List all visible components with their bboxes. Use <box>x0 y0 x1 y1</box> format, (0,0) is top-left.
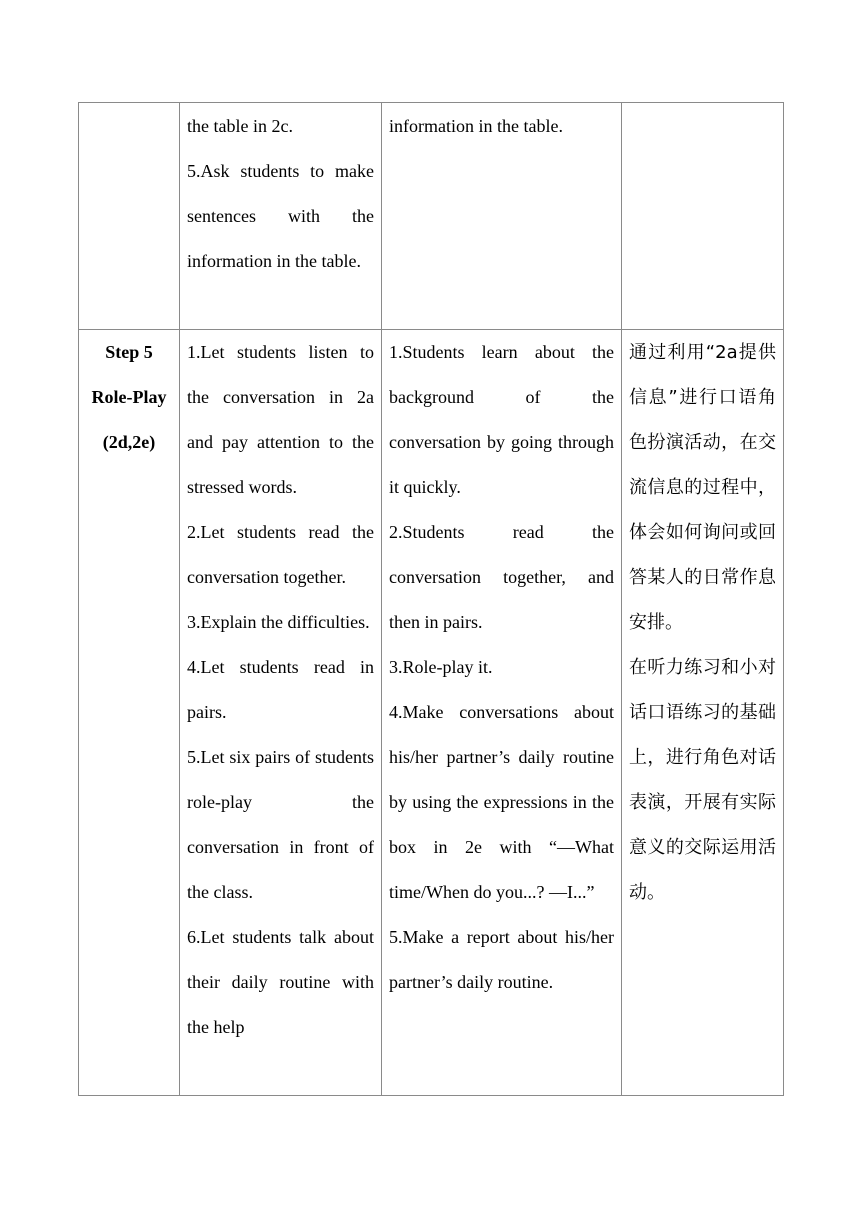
teacher-activities-cell <box>180 330 382 1096</box>
table-row-step5 <box>79 330 784 1096</box>
step-name: Role-Play <box>91 387 167 407</box>
teacher-activity: 5.Let six pairs of students role-play the conversation in front of the class. <box>187 747 374 902</box>
student-activities-cell <box>382 103 622 330</box>
student-activity: 1.Students learn about the background of the conversation by going through it quickly. <box>389 342 614 497</box>
teacher-activity: the table in 2c. <box>187 116 293 136</box>
student-activity: 2.Students read the conversation together, and then in pairs. <box>389 522 614 632</box>
design-intent-cell <box>622 330 784 1096</box>
teacher-activity: 3.Explain the difficulties. <box>187 612 370 632</box>
step-cell <box>79 330 180 1096</box>
lesson-plan-table <box>78 102 784 1096</box>
table-row-continued <box>79 103 784 330</box>
teacher-activity: 2.Let students read the conversation together. <box>187 522 374 587</box>
design-intent-cell-empty <box>622 103 784 330</box>
design-intent-text: 在听力练习和小对话口语练习的基础上，进行角色对话表演，开展有实际意义的交际运用活动。 <box>629 657 776 903</box>
student-activity: information in the table. <box>389 116 563 136</box>
student-activity: 3.Role-play it. <box>389 657 493 677</box>
design-intent-text: 通过利用“2a提供信息”进行口语角色扮演活动，在交流信息的过程中，体会如何询问或回答某人的日常作息安排。 <box>629 342 776 633</box>
teacher-activity: 5.Ask students to make sentences with the information in the table. <box>187 161 374 271</box>
student-activity: 5.Make a report about his/her partner’s daily routine. <box>389 927 614 992</box>
step-cell-empty <box>79 103 180 330</box>
teacher-activity: 1.Let students listen to the conversation in 2a and pay attention to the stressed words. <box>187 342 374 497</box>
teacher-activity: 4.Let students read in pairs. <box>187 657 374 722</box>
teacher-activity: 6.Let students talk about their daily routine with the help <box>187 927 374 1037</box>
teacher-activities-cell <box>180 103 382 330</box>
student-activity: 4.Make conversations about his/her partner’s daily routine by using the expressions in the box in 2e with “—What time/When do you...? —I...” <box>389 702 614 902</box>
step-label: Step 5 <box>105 342 153 362</box>
step-ref: (2d,2e) <box>102 432 156 452</box>
student-activities-cell <box>382 330 622 1096</box>
